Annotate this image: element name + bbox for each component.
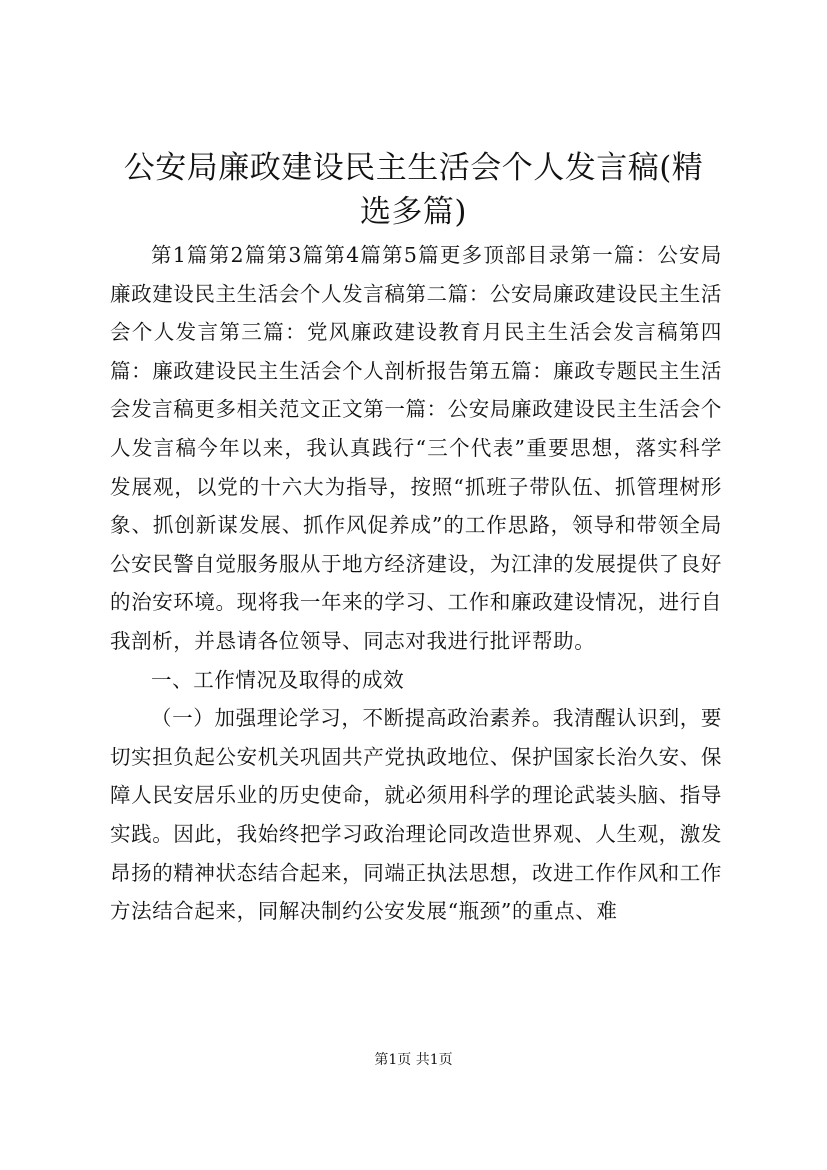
document-title: 公安局廉政建设民主生活会个人发言稿(精选多篇) (123, 150, 704, 230)
document-body (110, 236, 722, 931)
page-footer: 第1页 共1页 (374, 1052, 453, 1068)
section-heading: 一、工作情况及取得的成效 (151, 667, 405, 692)
intro-paragraph: 第1篇第2篇第3篇第4篇第5篇更多顶部目录第一篇：公安局廉政建设民主生活会个人发言稿第二篇：公安局廉政建设民主生活会个人发言第三篇：党风廉政建设教育月民主生活会发言稿第四篇：廉政建设民主生活会个人剖析报告第五篇：廉政专题民主生活会发言稿更多相关范文正文第一篇：公安局廉政建设民主生活会个人发言稿今年以来，我认真践行“三个代表”重要思想，落实科学发展观，以党的十六大为指导，按照“抓班子带队伍、抓管理树形象、抓创新谋发展、抓作风促养成”的工作思路，领导和带领全局公安民警自觉服务服从于地方经济建设，为江津的发展提供了良好的治安环境。现将我一年来的学习、工作和廉政建设情况，进行自我剖析，并恳请各位领导、同志对我进行批评帮助。 (110, 243, 722, 653)
body-paragraph: （一）加强理论学习，不断提高政治素养。我清醒认识到，要切实担负起公安机关巩固共产党执政地位、保护国家长治久安、保障人民安居乐业的历史使命，就必须用科学的理论武装头脑、指导实践。因此，我始终把学习政治理论同改造世界观、人生观，激发昂扬的精神状态结合起来，同端正执法思想，改进工作作风和工作方法结合起来，同解决制约公安发展“瓶颈”的重点、难 (110, 706, 722, 924)
